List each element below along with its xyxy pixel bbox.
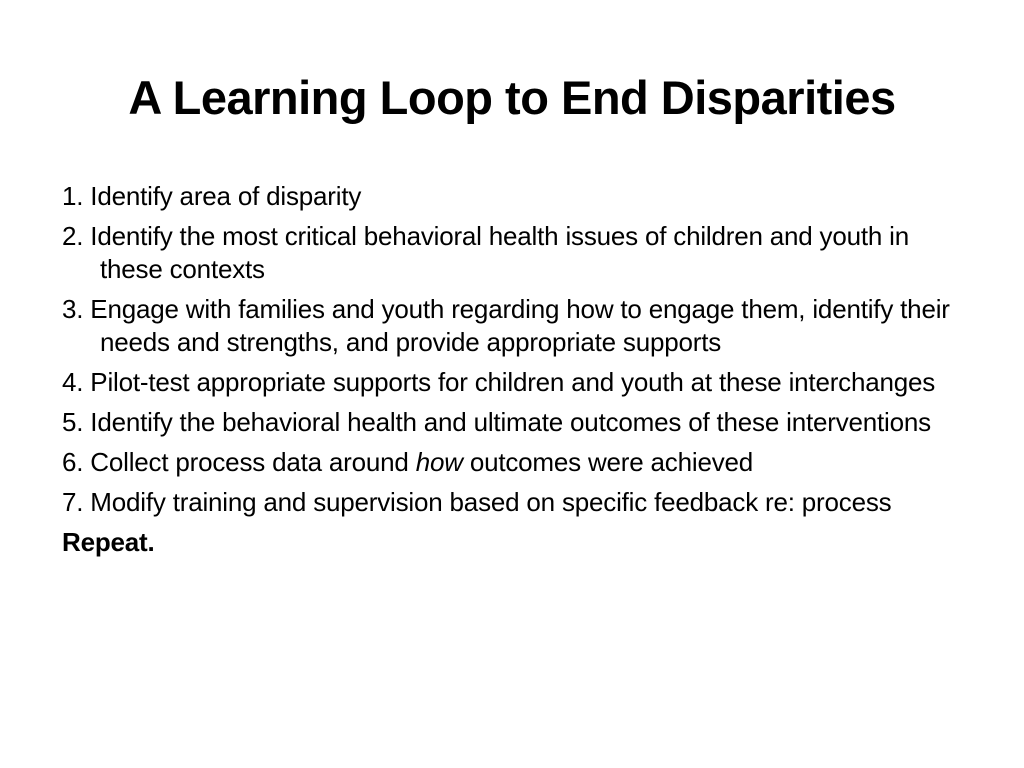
list-item-step-6 — [62, 446, 972, 479]
list-item-step-3: 3. Engage with families and youth regarding how to engage them, identify their needs and strengths, and provide appropriate supports — [62, 294, 950, 357]
step-6-text-before: 6. Collect process data around — [62, 447, 416, 477]
closing-repeat: Repeat. — [62, 527, 155, 557]
step-list — [62, 180, 972, 566]
step-6-text-after: outcomes were achieved — [462, 447, 754, 477]
list-item-step-7: 7. Modify training and supervision based on specific feedback re: process — [62, 487, 892, 517]
step-6-emphasis: how — [415, 447, 463, 477]
list-item-step-1: 1. Identify area of disparity — [62, 181, 362, 211]
list-item-step-4: 4. Pilot-test appropriate supports for children and youth at these interchanges — [62, 367, 936, 397]
list-item-step-5: 5. Identify the behavioral health and ultimate outcomes of these interventions — [62, 407, 931, 437]
list-item-step-2: 2. Identify the most critical behavioral health issues of children and youth in these contexts — [62, 221, 910, 284]
slide-title: A Learning Loop to End Disparities — [128, 71, 896, 124]
